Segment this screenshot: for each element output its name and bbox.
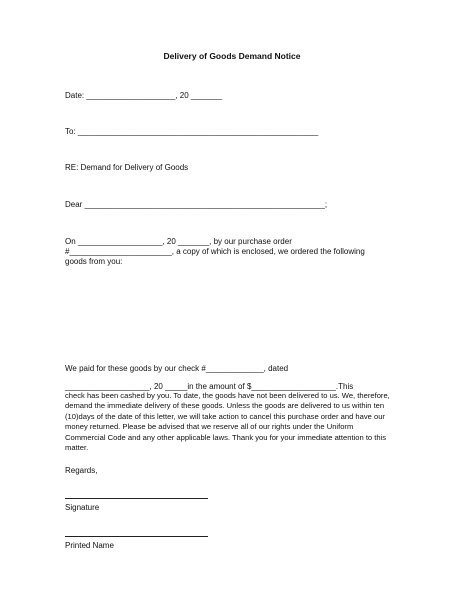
paid-line: We paid for these goods by our check #_____________, dated — [65, 364, 289, 373]
order-line-3: goods from you: — [65, 257, 123, 266]
body-paragraph: check has been cashed by you. To date, the goods have not been delivered to us. We, therefore, demand the immediate delivery of these goods. Unless the goods are delivered to us within ten (10)days of the date of this letter, we will take action to cancel this purchase order and have our money returned. Please be advised that we reserve all of our rights under the Uniform Commercial Code and any other applicable laws. Thank you for your immediate attention to this matter. — [65, 391, 390, 453]
amount-line: ___________________, 20 _____in the amount of $___________________.This — [65, 382, 354, 391]
re-line: RE: Demand for Delivery of Goods — [65, 163, 189, 172]
regards-text: Regards, — [65, 466, 98, 475]
printed-name-label: Printed Name — [65, 541, 114, 550]
signature-label: Signature — [65, 503, 100, 512]
date-line: Date: ____________________, 20 _______ — [65, 91, 223, 100]
order-line-2: #_______________________, a copy of which is enclosed, we ordered the following — [65, 247, 365, 256]
order-line-1: On ___________________, 20 _______, by our purchase order — [65, 237, 292, 246]
document-title: Delivery of Goods Demand Notice — [163, 51, 301, 61]
signature-line — [65, 498, 208, 499]
to-line: To: ______________________________________________________ — [65, 127, 319, 136]
dear-line: Dear ______________________________________________________; — [65, 200, 328, 209]
printed-name-line — [65, 536, 208, 537]
